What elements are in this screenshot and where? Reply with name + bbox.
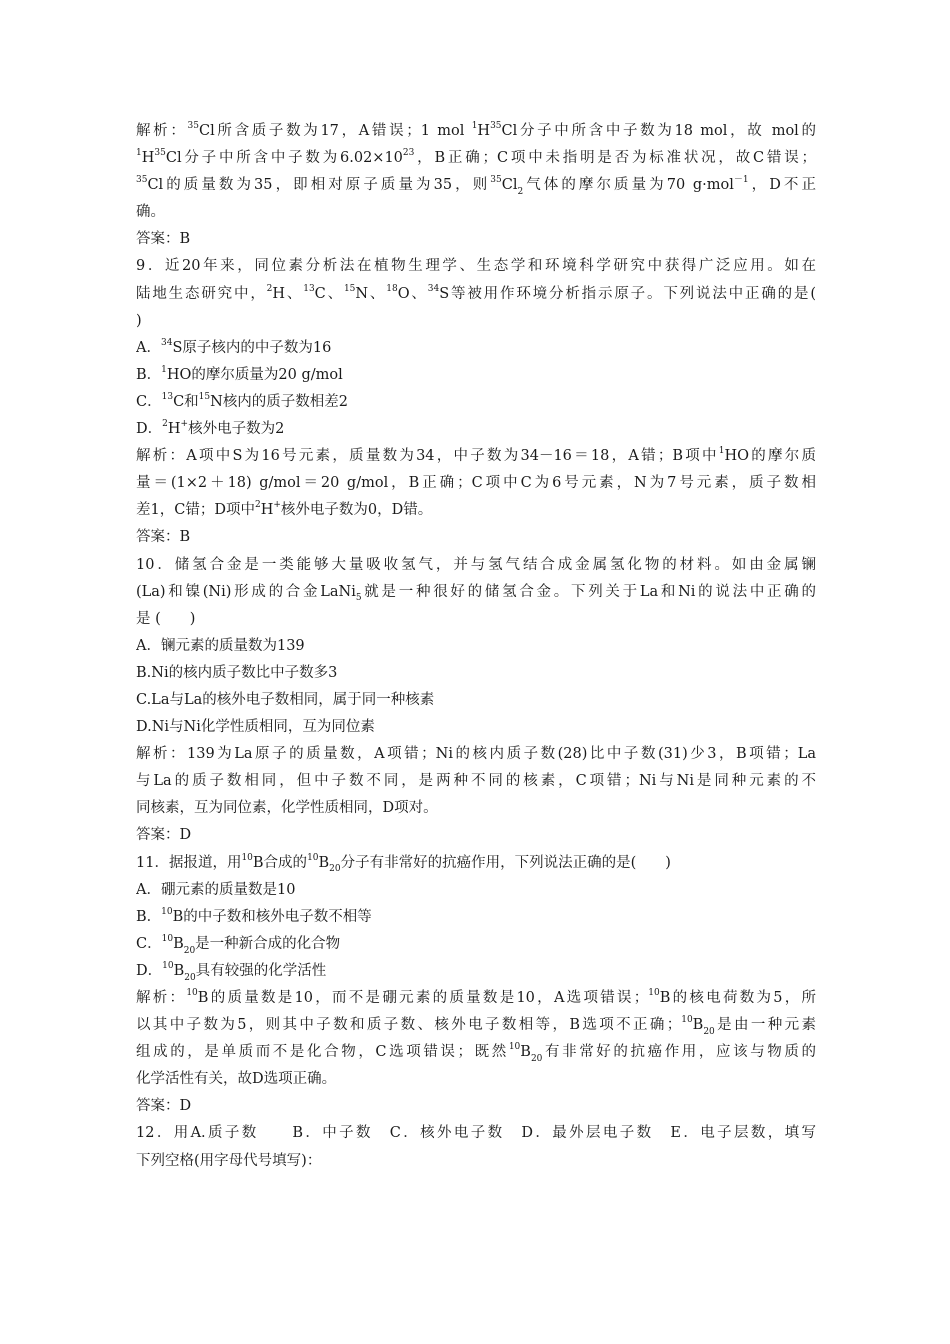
text-segment: 是一种新合成的化合物 xyxy=(195,935,341,952)
text-segment: 是 ( ) xyxy=(136,610,196,627)
text-segment: 答案：D xyxy=(136,827,192,844)
text-segment: B xyxy=(692,1017,704,1034)
text-line xyxy=(136,795,816,822)
text-segment: 就是一种很好的储氢合金。下列关于La和Ni的说法中正确的 xyxy=(361,583,816,600)
superscript: 13 xyxy=(161,392,174,403)
superscript: 10 xyxy=(162,961,174,972)
text-line xyxy=(136,443,816,470)
text-line xyxy=(136,172,816,199)
text-line xyxy=(136,253,816,280)
text-line xyxy=(136,118,816,145)
superscript: 34 xyxy=(427,283,440,294)
text-line xyxy=(136,389,816,416)
text-segment: 核外电子数为2 xyxy=(188,421,285,438)
text-segment: 陆地生态研究中， xyxy=(136,285,267,302)
text-segment: B xyxy=(173,962,185,979)
text-segment: O、 xyxy=(397,285,428,302)
text-line xyxy=(136,416,816,443)
superscript: 35 xyxy=(490,121,502,132)
text-line xyxy=(136,904,816,931)
text-segment: 化学活性有关，故D选项正确。 xyxy=(136,1071,337,1088)
text-line xyxy=(136,714,816,741)
text-segment: H xyxy=(141,150,155,167)
superscript: 2 xyxy=(266,283,273,294)
text-line xyxy=(136,1039,816,1066)
text-segment: 答案：B xyxy=(136,231,191,248)
text-segment: Cl的质量数为35，即相对原子质量为35，则 xyxy=(147,177,491,194)
text-line xyxy=(136,1012,816,1039)
text-segment: 9．近20年来，同位素分析法在植物生理学、生态学和环境科学研究中获得广泛应用。如在 xyxy=(136,258,816,275)
text-line xyxy=(136,633,816,660)
text-line xyxy=(136,579,816,606)
text-segment: N核内的质子数相差2 xyxy=(210,393,349,410)
superscript: 35 xyxy=(490,175,502,186)
text-segment: 11．据报道，用 xyxy=(136,854,242,871)
superscript: －1 xyxy=(733,175,749,186)
text-segment: 下列空格(用字母代号填写)： xyxy=(136,1152,322,1169)
text-segment: C、 xyxy=(314,285,344,302)
text-line xyxy=(136,768,816,795)
document-page xyxy=(136,118,816,1175)
text-line xyxy=(136,1120,816,1147)
text-line xyxy=(136,226,816,253)
text-segment: C.La与La的核外电子数相同，属于同一种核素 xyxy=(136,691,435,708)
text-line xyxy=(136,335,816,362)
text-segment: D． xyxy=(136,962,163,979)
superscript: 10 xyxy=(161,933,174,944)
text-segment: B的中子数和核外电子数不相等 xyxy=(172,908,372,925)
text-segment: B xyxy=(173,935,184,952)
text-segment: 有非常好的抗癌作用，应该与物质的 xyxy=(542,1044,816,1061)
text-line xyxy=(136,497,816,524)
text-segment: 12．用A.质子数 B．中子数 C．核外电子数 D．最外层电子数 E．电子层数，填写 xyxy=(136,1125,816,1142)
text-segment: Cl分子中所含中子数为6.02×10 xyxy=(165,150,403,167)
text-segment: B． xyxy=(136,366,162,383)
subscript: 5 xyxy=(355,593,362,604)
text-segment: C． xyxy=(136,393,162,410)
text-segment: H、 xyxy=(272,285,304,302)
superscript: 1 xyxy=(161,365,167,376)
text-line xyxy=(136,741,816,768)
superscript: 35 xyxy=(187,121,199,132)
text-segment: N、 xyxy=(355,285,387,302)
superscript: 23 xyxy=(402,148,415,159)
text-segment: C和 xyxy=(173,393,199,410)
text-line xyxy=(136,1148,816,1175)
text-line xyxy=(136,822,816,849)
superscript: 18 xyxy=(386,283,398,294)
superscript: 10 xyxy=(648,988,660,999)
text-segment: A．硼元素的质量数是10 xyxy=(136,881,296,898)
text-segment: 同核素，互为同位素，化学性质相同，D项对。 xyxy=(136,800,438,817)
text-line xyxy=(136,1093,816,1120)
text-segment: 解析：A项中S为16号元素，质量数为34，中子数为34－16＝18，A错；B项中 xyxy=(136,448,719,465)
text-line xyxy=(136,524,816,551)
text-line xyxy=(136,199,816,226)
superscript: 13 xyxy=(303,283,315,294)
text-segment: Cl分子中所含中子数为18 mol，故 mol的 xyxy=(501,123,816,139)
text-segment: H xyxy=(477,123,491,139)
text-segment: 差1，C错；D项中 xyxy=(136,502,255,519)
superscript: 10 xyxy=(307,852,319,863)
text-segment: B合成的 xyxy=(252,854,308,871)
text-line xyxy=(136,606,816,633)
text-segment: D.Ni与Ni化学性质相同，互为同位素 xyxy=(136,719,375,736)
superscript: 2 xyxy=(254,500,261,511)
text-segment: 具有较强的化学活性 xyxy=(195,962,327,979)
text-line xyxy=(136,931,816,958)
text-segment: C． xyxy=(136,935,162,952)
text-segment: 答案：B xyxy=(136,529,191,546)
text-segment: 与La的质子数相同，但中子数不同，是两种不同的核素，C项错；Ni与Ni是同种元素的不 xyxy=(136,773,816,790)
superscript: 10 xyxy=(508,1042,521,1053)
text-segment: A． xyxy=(136,339,161,356)
text-segment: 10．储氢合金是一类能够大量吸收氢气，并与氢气结合成金属氢化物的材料。如由金属镧 xyxy=(136,556,816,573)
superscript: 34 xyxy=(160,337,173,348)
text-line xyxy=(136,1066,816,1093)
text-segment: 组成的，是单质而不是化合物，C选项错误；既然 xyxy=(136,1044,509,1061)
text-segment: 确。 xyxy=(136,204,165,221)
superscript: 1 xyxy=(718,446,725,457)
text-segment: H xyxy=(167,421,181,438)
text-line xyxy=(136,985,816,1012)
text-line xyxy=(136,308,816,335)
text-segment: 解析： xyxy=(136,123,188,139)
text-line xyxy=(136,687,816,714)
subscript: 2 xyxy=(517,187,524,198)
text-segment: 解析： xyxy=(136,990,187,1006)
text-line xyxy=(136,281,816,308)
text-line xyxy=(136,877,816,904)
superscript: + xyxy=(180,419,189,430)
superscript: 35 xyxy=(154,148,166,159)
text-segment: B xyxy=(318,854,330,871)
text-segment: ) xyxy=(136,312,142,329)
text-segment: 以其中子数为5，则其中子数和质子数、核外电子数相等，B选项不正确； xyxy=(136,1017,682,1034)
text-segment: B的核电荷数为5，所 xyxy=(659,990,816,1006)
text-segment: 分子有非常好的抗癌作用，下列说法正确的是( ) xyxy=(340,854,671,871)
text-segment: Cl xyxy=(501,177,518,194)
text-segment: 量＝(1×2＋18) g/mol＝20 g/mol，B正确；C项中C为6号元素，N为7号元素，质子数相 xyxy=(136,475,816,492)
superscript: 1 xyxy=(471,121,478,132)
text-line xyxy=(136,660,816,687)
superscript: 10 xyxy=(186,988,198,999)
text-segment: Cl所含质子数为17，A错误；1 mol xyxy=(198,123,472,139)
superscript: + xyxy=(273,500,281,511)
text-segment: B的质量数是10，而不是硼元素的质量数是10，A选项错误； xyxy=(197,990,649,1006)
text-line xyxy=(136,958,816,985)
text-segment: D． xyxy=(136,421,163,438)
superscript: 2 xyxy=(162,419,168,430)
text-segment: A．镧元素的质量数为139 xyxy=(136,637,305,654)
text-segment: ，B正确；C项中未指明是否为标准状况，故C错误； xyxy=(414,150,816,167)
subscript: 20 xyxy=(530,1054,543,1065)
text-segment: H xyxy=(260,502,274,519)
superscript: 15 xyxy=(198,392,211,403)
text-line xyxy=(136,850,816,877)
text-segment: B.Ni的核内质子数比中子数多3 xyxy=(136,664,338,681)
text-segment: 核外电子数为0，D错。 xyxy=(280,502,433,519)
subscript: 20 xyxy=(703,1026,715,1037)
superscript: 10 xyxy=(241,852,253,863)
text-segment: 解析：139为La原子的质量数，A项错；Ni的核内质子数(28)比中子数(31)少3，B项错；La xyxy=(136,746,816,763)
text-segment: HO的摩尔质 xyxy=(724,448,816,465)
superscript: 15 xyxy=(343,283,356,294)
text-segment: S等被用作环境分析指示原子。下列说法中正确的是( xyxy=(439,285,816,302)
superscript: 35 xyxy=(136,175,148,186)
superscript: 1 xyxy=(136,148,142,159)
text-segment: (La)和镍(Ni)形成的合金LaNi xyxy=(136,583,356,600)
text-segment: B xyxy=(520,1044,531,1061)
text-line xyxy=(136,470,816,497)
superscript: 10 xyxy=(161,906,173,917)
text-segment: 答案：D xyxy=(136,1098,192,1115)
text-segment: HO的摩尔质量为20 g/mol xyxy=(166,366,343,383)
text-segment: ，D不正 xyxy=(748,177,816,194)
text-line xyxy=(136,362,816,389)
superscript: 10 xyxy=(681,1015,693,1026)
text-segment: B． xyxy=(136,908,162,925)
subscript: 20 xyxy=(183,945,196,956)
text-line xyxy=(136,145,816,172)
text-segment: 是由一种元素 xyxy=(714,1017,816,1034)
subscript: 20 xyxy=(329,864,341,875)
subscript: 20 xyxy=(184,972,196,983)
text-segment: S原子核内的中子数为16 xyxy=(172,339,332,356)
text-segment: 气体的摩尔质量为70 g·mol xyxy=(523,177,734,194)
text-line xyxy=(136,552,816,579)
